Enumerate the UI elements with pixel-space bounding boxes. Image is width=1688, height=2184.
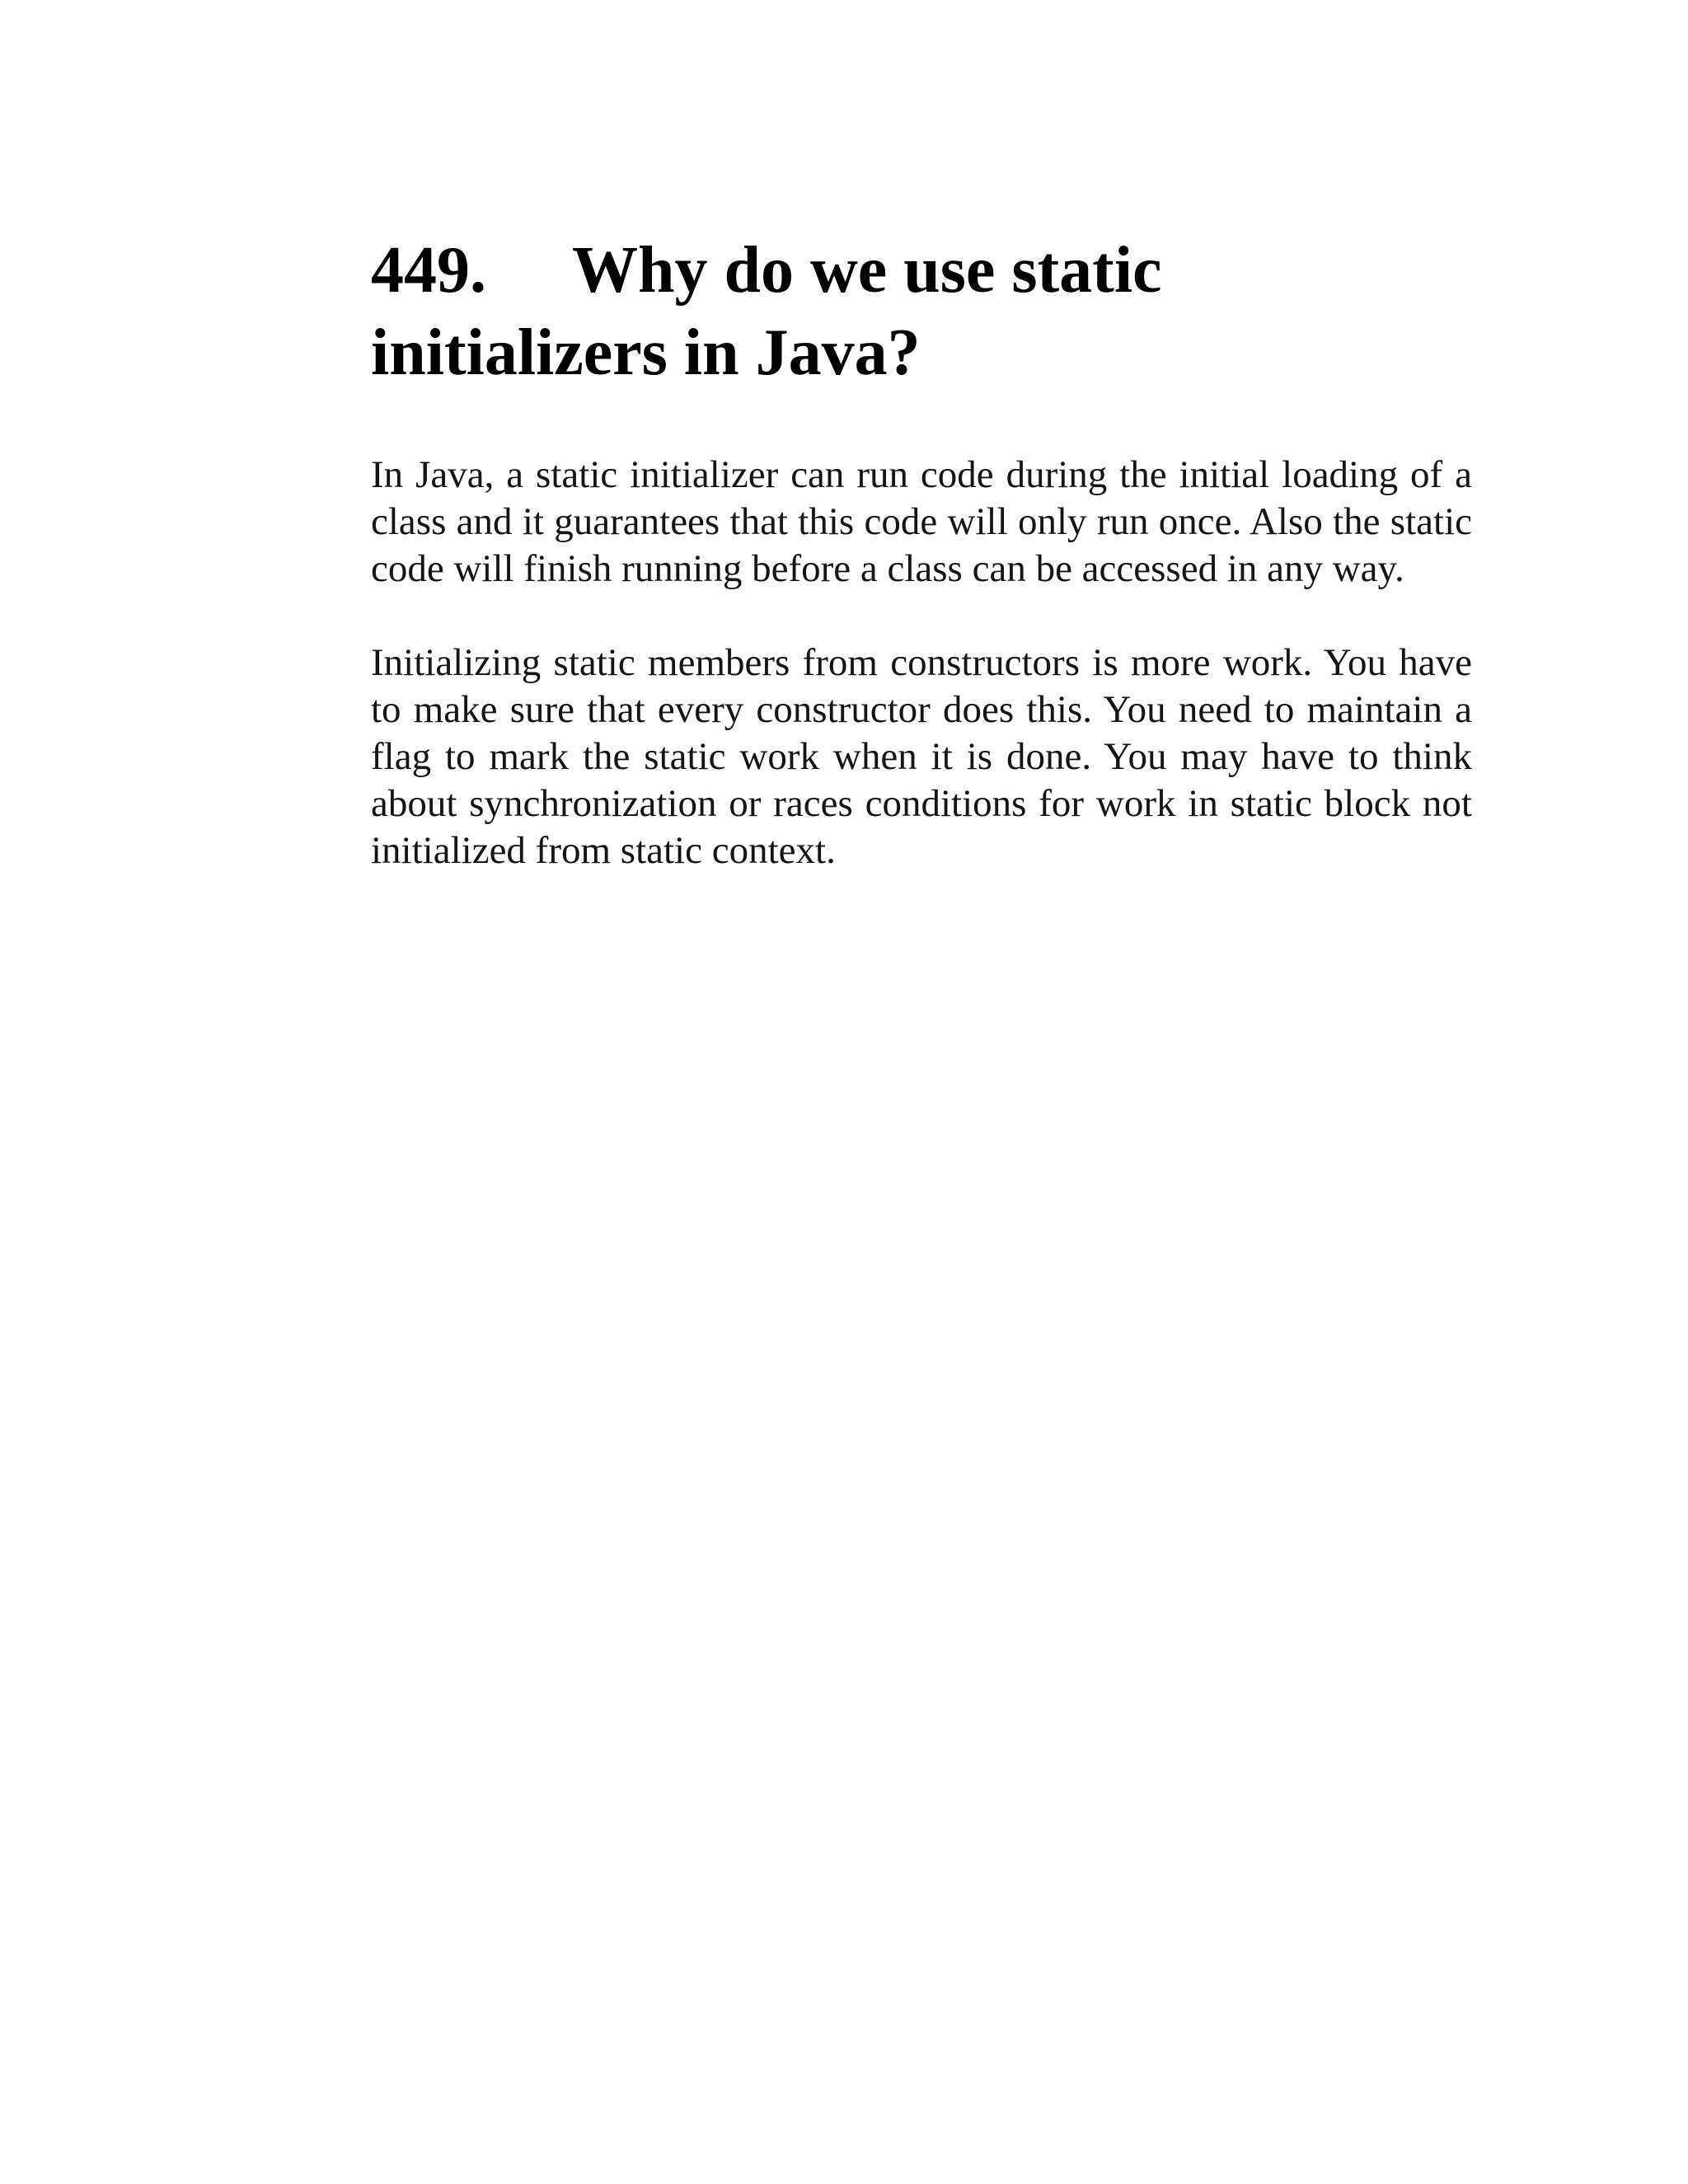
section-number: 449. xyxy=(371,234,486,307)
section-title-line2: initializers in Java? xyxy=(371,316,921,389)
paragraph-constructors: Initializing static members from constructors is more work. You have to make sure that every constructor does this. You need to maintain a flag to mark the static work when it is done. You may have to think about synchronization or races conditions for work in static block not initialized from static context. xyxy=(371,641,1472,872)
paragraph-static-initializer: In Java, a static initializer can run code during the initial loading of a class and it guarantees that this code will only run once. Also the static code will finish running before a class can be accessed in any way. xyxy=(371,453,1472,590)
page-content xyxy=(371,229,1472,874)
section-title-line1: Why do we use static xyxy=(572,234,1162,307)
section-heading xyxy=(371,229,1472,394)
